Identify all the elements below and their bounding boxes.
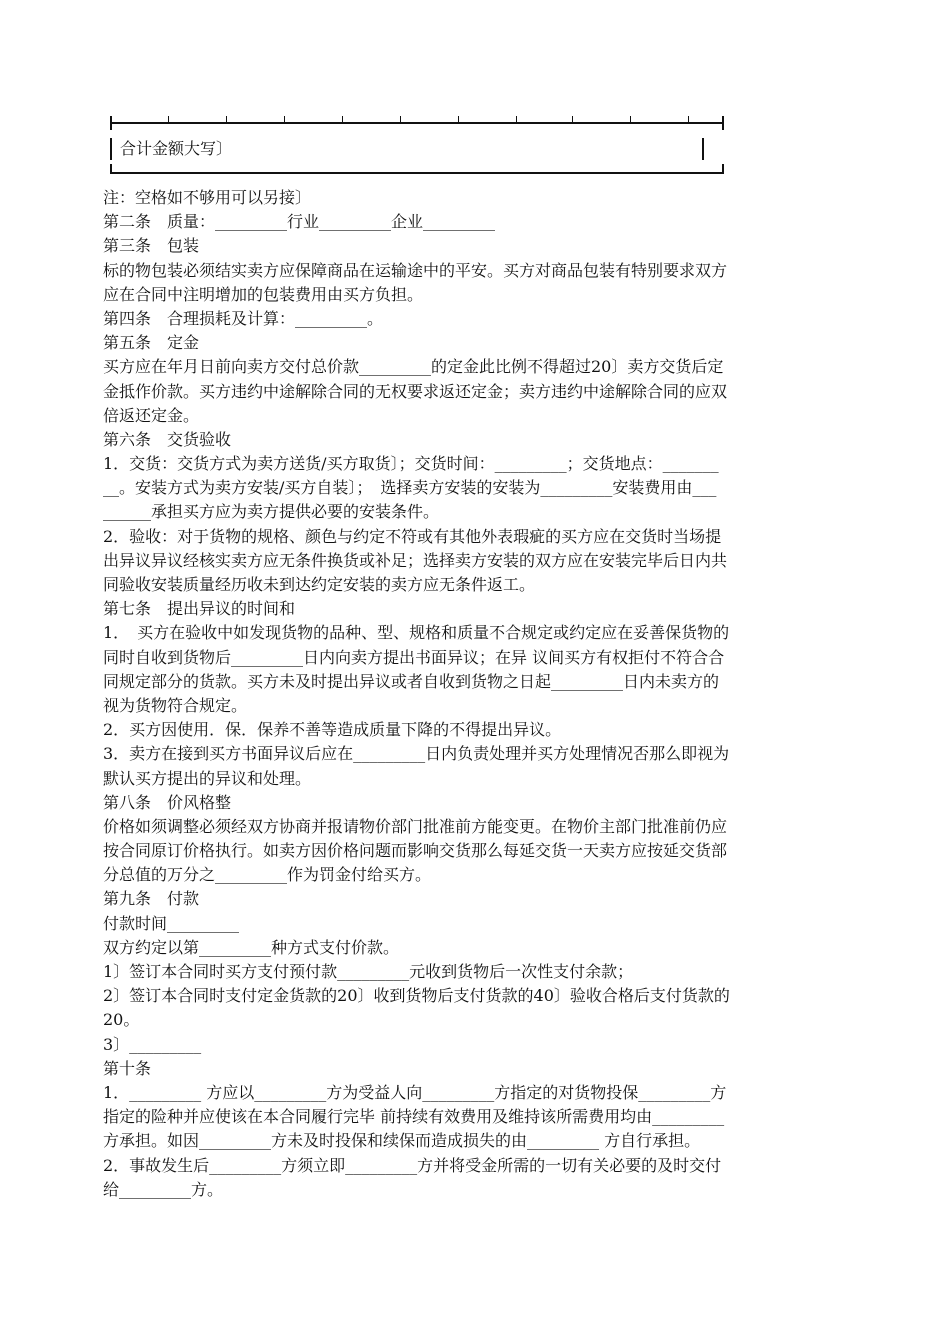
table-column-tick [226,116,227,124]
table-left-edge-bottom [110,164,112,174]
article-9-heading: 第九条 付款 [103,889,200,909]
text-line: 指定的险种并应使该在本合同履行完毕 前持续有效费用及维持该所需费用均由_________ [103,1107,725,1127]
table-column-tick [168,116,169,124]
text-line: 同规定部分的货款。买方未及时提出异议或者自收到货物之日起_________日内未卖方的 [103,671,720,691]
text-line: 视为货物符合规定。 [103,695,248,715]
text-line: 分总值的万分之_________作为罚金付给买方。 [103,865,432,885]
table-left-edge [110,138,112,160]
text-line: 3．卖方在接到买方书面异议后应在_________日内负责处理并买方处理情况否那么即视为 [103,744,730,764]
text-line: 给_________方。 [103,1179,224,1199]
table-column-tick [458,116,459,124]
table-right-edge-bottom [722,164,724,174]
article-4-loss: 第四条 合理损耗及计算：_________。 [103,308,384,328]
table-column-tick [400,116,401,124]
text-line: 方承担。如因_________方未及时投保和续保而造成损失的由_________ 方自行承担。 [103,1131,701,1151]
text-line: 买方应在年月日前向卖方交付总价款_________的定金此比例不得超过20〕卖方交货后定 [103,357,724,377]
text-line: 1．交货：交货方式为卖方送货/买方取货〕；交货时间：_________；交货地点：_______ [103,454,719,474]
text-line: 同时自收到货物后_________日内向卖方提出书面异议；在异 议间买方有权拒付不符合合 [103,647,725,667]
text-line: 默认买方提出的异议和处理。 [103,768,312,788]
table-column-tick [284,116,285,124]
text-line: 同验收安装质量经历收未到达约定安装的卖方应无条件返工。 [103,575,536,594]
note-line: 注：空格如不够用可以另接〕 [103,188,312,207]
text-line: 2．买方因使用．保．保养不善等造成质量下降的不得提出异议。 [103,720,562,740]
total-amount-label: 合计金额大写〕 [120,139,233,158]
table-inner-right-edge [702,138,704,160]
table-column-tick [516,116,517,124]
contract-body [103,186,863,1202]
article-7-heading: 第七条 提出异议的时间和 [103,599,296,619]
text-line: 20。 [103,1010,140,1030]
article-2-quality: 第二条 质量：_________行业_________企业_________ [103,212,496,232]
text-line: 倍返还定金。 [103,405,200,425]
table-top-border [110,122,724,124]
article-3-heading: 第三条 包装 [103,236,200,256]
article-6-heading: 第六条 交货验收 [103,429,232,449]
text-line: 应在合同中注明增加的包装费用由买方负担。 [103,284,424,304]
article-8-heading: 第八条 价风格整 [103,792,232,812]
table-left-edge-top [110,116,112,130]
text-line: 付款时间_________ [103,913,240,933]
table-column-tick [572,116,573,124]
table-column-tick [342,116,343,124]
table-column-tick [688,116,689,124]
text-line: ______承担买方应为卖方提供必要的安装条件。 [103,502,440,522]
text-line: 3〕_________ [103,1034,202,1054]
text-line: 金抵作价款。买方违约中途解除合同的无权要求返还定金；卖方违约中途解除合同的应双 [103,381,728,401]
text-line: 按合同原订价格执行。如卖方因价格问题而影响交货那么每延交货一天卖方应按延交货部 [103,841,728,861]
text-line: 价格如须调整必须经双方协商并报请物价部门批准前方能变更。在物价主部门批准前仍应 [103,816,728,836]
text-line: 2〕签订本合同时支付定金货款的20〕收到货物后支付货款的40〕验收合格后支付货款的 [103,986,730,1006]
text-line: 标的物包装必须结实卖方应保障商品在运输途中的平安。买方对商品包装有特别要求双方 [103,260,728,280]
text-line: 2．事故发生后_________方须立即_________方并将受金所需的一切有关必要的及时交付 [103,1155,722,1175]
table-column-tick [630,116,631,124]
text-line: 2．验收：对于货物的规格、颜色与约定不符或有其他外表瑕疵的买方应在交货时当场提 [103,526,722,546]
table-right-edge-top [722,116,724,130]
table-bottom-border [110,172,724,174]
text-line: 出异议异议经核实卖方应无条件换货或补足；选择卖方安装的双方应在安装完毕后日内共 [103,550,728,570]
text-line: 1〕签订本合同时买方支付预付款_________元收到货物后一次性支付余款； [103,962,634,981]
text-line: __。安装方式为卖方安装/买方自装〕； 选择卖方安装的安装为_________安装费用由___ [103,478,717,498]
article-10-heading: 第十条 [103,1058,152,1078]
text-line: 双方约定以第_________种方式支付价款。 [103,937,400,957]
text-line: 1．_________ 方应以_________方为受益人向_________方指定的对货物投保_________方 [103,1082,727,1102]
article-5-heading: 第五条 定金 [103,333,200,353]
text-line: 1． 买方在验收中如发现货物的品种、型、规格和质量不合规定或约定应在妥善保货物的 [103,623,730,643]
